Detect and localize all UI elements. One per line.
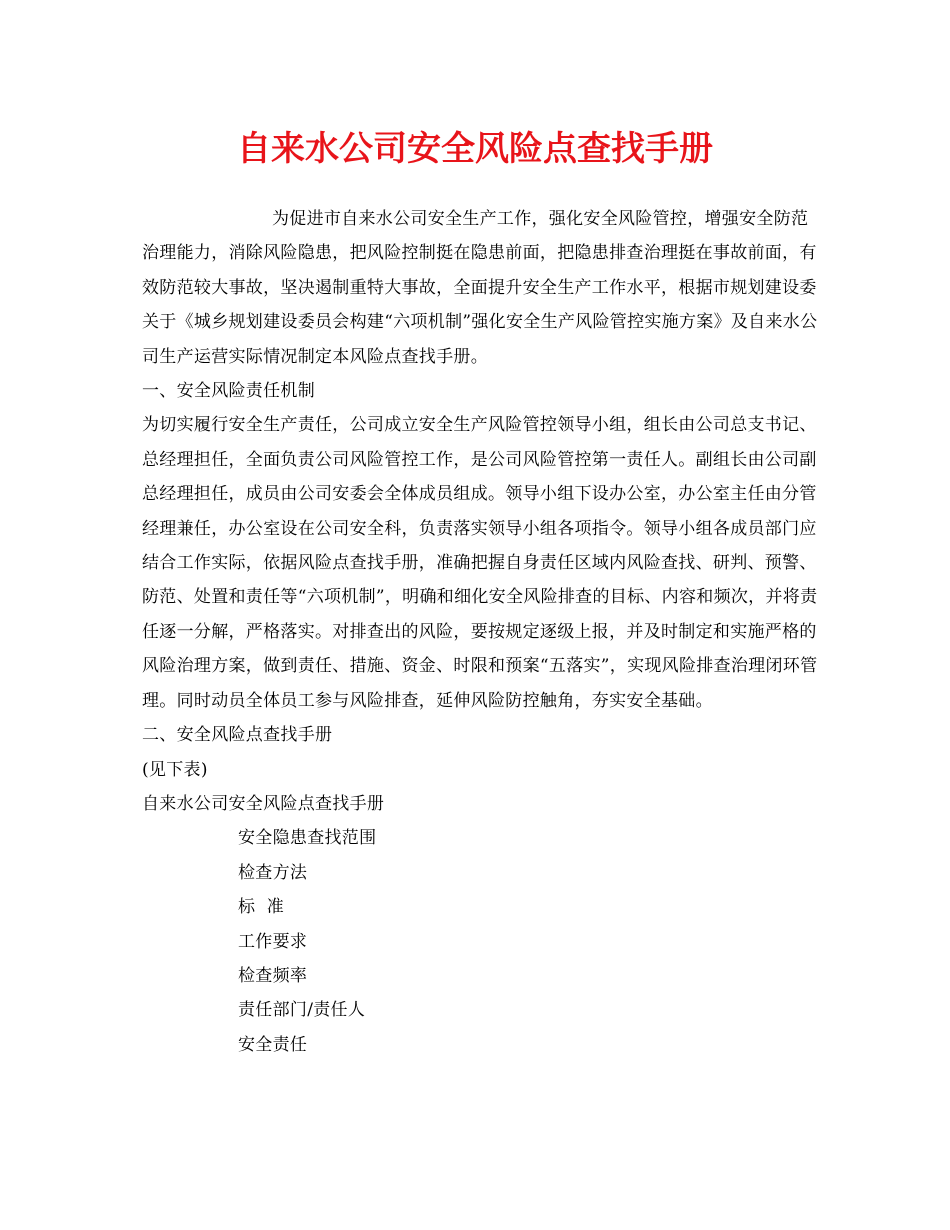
table-column-safety-duty: 安全责任 [238, 1034, 308, 1055]
table-column-scope: 安全隐患查找范围 [238, 828, 377, 849]
table-column-responsible: 责任部门/责任人 [238, 1000, 366, 1021]
see-table-note: (见下表) [142, 759, 208, 780]
table-column-list [142, 821, 822, 1062]
table-title: 自来水公司安全风险点查找手册 [142, 793, 385, 814]
table-column-frequency: 检查频率 [238, 965, 308, 986]
section-1-body: 为切实履行安全生产责任，公司成立安全生产风险管控领导小组，组长由公司总支书记、总经理担任，全面负责公司风险管控工作，是公司风险管控第一责任人。副组长由公司副总经理担任，成员由公司安委会全体成员组成。领导小组下设办公室，办公室主任由分管经理兼任，办公室设在公司安全科，负责落实领导小组各项指令。领导小组各成员部门应结合工作实际，依据风险点查找手册，准确把握自身责任区域内风险查找、研判、预警、防范、处置和责任等“六项机制”，明确和细化安全风险排查的目标、内容和频次，并将责任逐一分解，严格落实。对排查出的风险，要按规定逐级上报，并及时制定和实施严格的风险治理方案，做到责任、措施、资金、时限和预案“五落实”，实现风险排查治理闭环管理。同时动员全体员工参与风险排查，延伸风险防控触角，夯实安全基础。 [142, 415, 818, 711]
table-column-requirement: 工作要求 [238, 931, 308, 952]
document-title: 自来水公司安全风险点查找手册 [237, 129, 713, 169]
table-column-standard: 标 准 [238, 897, 285, 918]
table-column-method: 检查方法 [238, 862, 308, 883]
document-body [142, 202, 822, 1062]
section-2-heading: 二、安全风险点查找手册 [142, 725, 333, 746]
section-1-heading: 一、安全风险责任机制 [142, 381, 315, 402]
intro-paragraph: 为促进市自来水公司安全生产工作，强化安全风险管控，增强安全防范治理能力，消除风险隐患，把风险控制挺在隐患前面，把隐患排查治理挺在事故前面，有效防范较大事故，坚决遏制重特大事故，全面提升安全生产工作水平，根据市规划建设委关于《城乡规划建设委员会构建“六项机制”强化安全生产风险管控实施方案》及自来水公司生产运营实际情况制定本风险点查找手册。 [142, 209, 818, 367]
